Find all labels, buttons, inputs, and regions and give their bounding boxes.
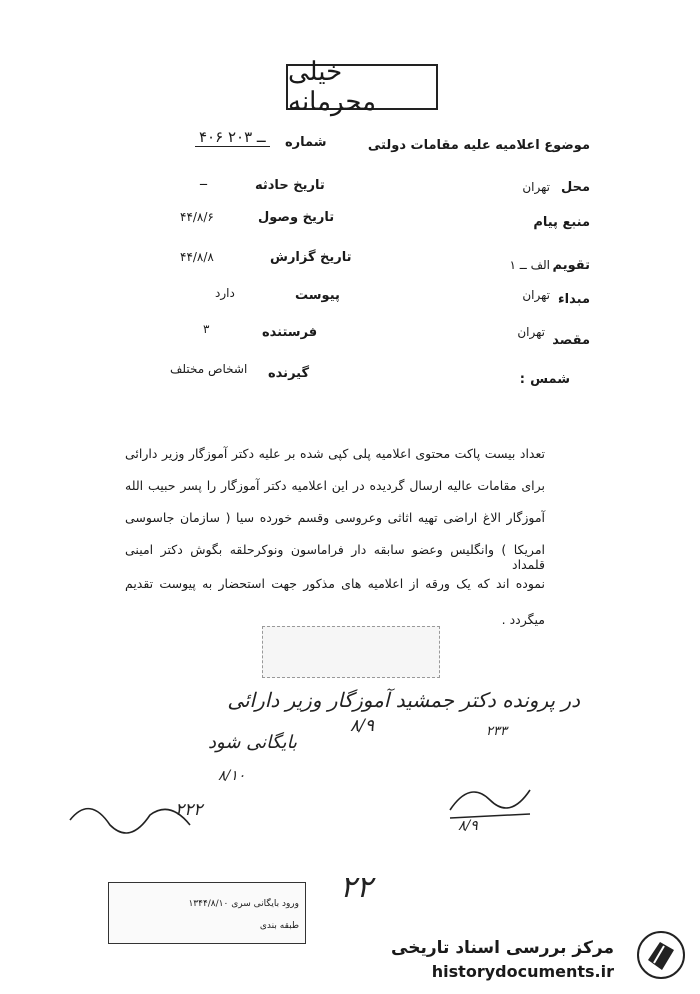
body-line: تعداد بیست پاکت محتوی اعلامیه پلی کپی شده بر علیه دکتر آموزگار وزیر دارائی: [125, 446, 545, 461]
handwritten-note-file: در پرونده دکتر جمشید آموزگار وزیر دارائی: [227, 688, 580, 712]
subject-line: موضوع اعلامیه علیه مقامات دولتی: [367, 138, 590, 153]
field-value-report-date: ۴۴/۸/۸: [180, 250, 214, 264]
handwritten-date: ۸/۹: [350, 716, 374, 736]
handwritten-number: ۲۳۳: [486, 724, 507, 739]
field-label-evaluation: تقویم: [552, 258, 590, 273]
body-line-final: میگردد .: [501, 612, 545, 627]
history-documents-logo-icon: [636, 930, 686, 980]
body-line: امریکا ) وانگلیس وعضو سابقه دار فراماسون ونوکرحلقه بگوش دکتر امینی قلمداد: [125, 542, 545, 572]
field-label-incident-date: تاریخ حادثه: [255, 178, 325, 193]
body-line: آموزگار الاغ اراضی تهیه اثاثی وعروسی وقسم خورده سیا ( سازمان جاسوسی: [125, 510, 545, 525]
signature-mark: [430, 770, 540, 840]
field-value-evaluation: الف ــ ۱: [509, 258, 550, 272]
handwritten-note-archive: بایگانی شود: [208, 732, 298, 753]
field-label-source: منبع پیام: [533, 215, 590, 230]
field-value-recipient: اشخاص مختلف: [170, 362, 248, 376]
field-value-attachment: دارد: [215, 286, 235, 300]
field-label-recipient: گیرنده: [268, 366, 310, 381]
field-value-shams: :: [519, 372, 525, 387]
field-value-location: تهران: [522, 180, 550, 194]
faint-stamp-box: [262, 626, 440, 678]
receipt-stamp: [108, 882, 306, 944]
field-value-sender: ۳: [203, 322, 210, 336]
handwritten-number-3: ۲۲: [340, 870, 373, 905]
field-label-origin: مبداء: [558, 292, 590, 307]
field-label-shams: شمس: [530, 372, 570, 387]
number-value: ۴۰۶ ــ ۲۰۳: [195, 128, 270, 147]
number-label: شماره: [285, 135, 327, 150]
footer-url: historydocuments.ir: [431, 962, 614, 981]
field-label-report-date: تاریخ گزارش: [270, 250, 352, 265]
field-value-origin: تهران: [522, 288, 550, 302]
body-line: برای مقامات عالیه ارسال گردیده در این اعلامیه دکتر آموزگار را پسر حبیب الله: [125, 478, 545, 493]
receipt-stamp-line2: طبقه بندی: [259, 921, 299, 931]
field-value-receipt-date: ۴۴/۸/۶: [180, 210, 214, 224]
receipt-stamp-line1: ورود بایگانی سری ۱۳۴۴/۸/۱۰: [188, 899, 299, 909]
handwritten-number-2: ۲۲۲: [175, 800, 203, 820]
field-label-destination: مقصد: [552, 333, 590, 348]
field-label-receipt-date: تاریخ وصول: [258, 210, 335, 225]
field-label-location: محل: [560, 180, 590, 195]
field-value-destination: تهران: [517, 325, 545, 339]
signature-date: ۸/۹: [458, 818, 478, 834]
body-line: نموده اند که یک ورقه از اعلامیه های مذکور جهت استحضار به پیوست تقدیم: [125, 576, 545, 591]
field-label-attachment: پیوست: [295, 288, 340, 303]
field-label-sender: فرستنده: [262, 325, 318, 340]
footer-title: مرکز بررسی اسناد تاریخی: [391, 938, 614, 958]
scribble-signature: [60, 790, 203, 850]
field-value-incident-date: ــ: [200, 174, 208, 188]
classification-stamp: [286, 57, 438, 117]
handwritten-date-2: ۸/۱۰: [218, 768, 246, 784]
classification-stamp-text: خیلی محرمانه: [288, 57, 377, 117]
